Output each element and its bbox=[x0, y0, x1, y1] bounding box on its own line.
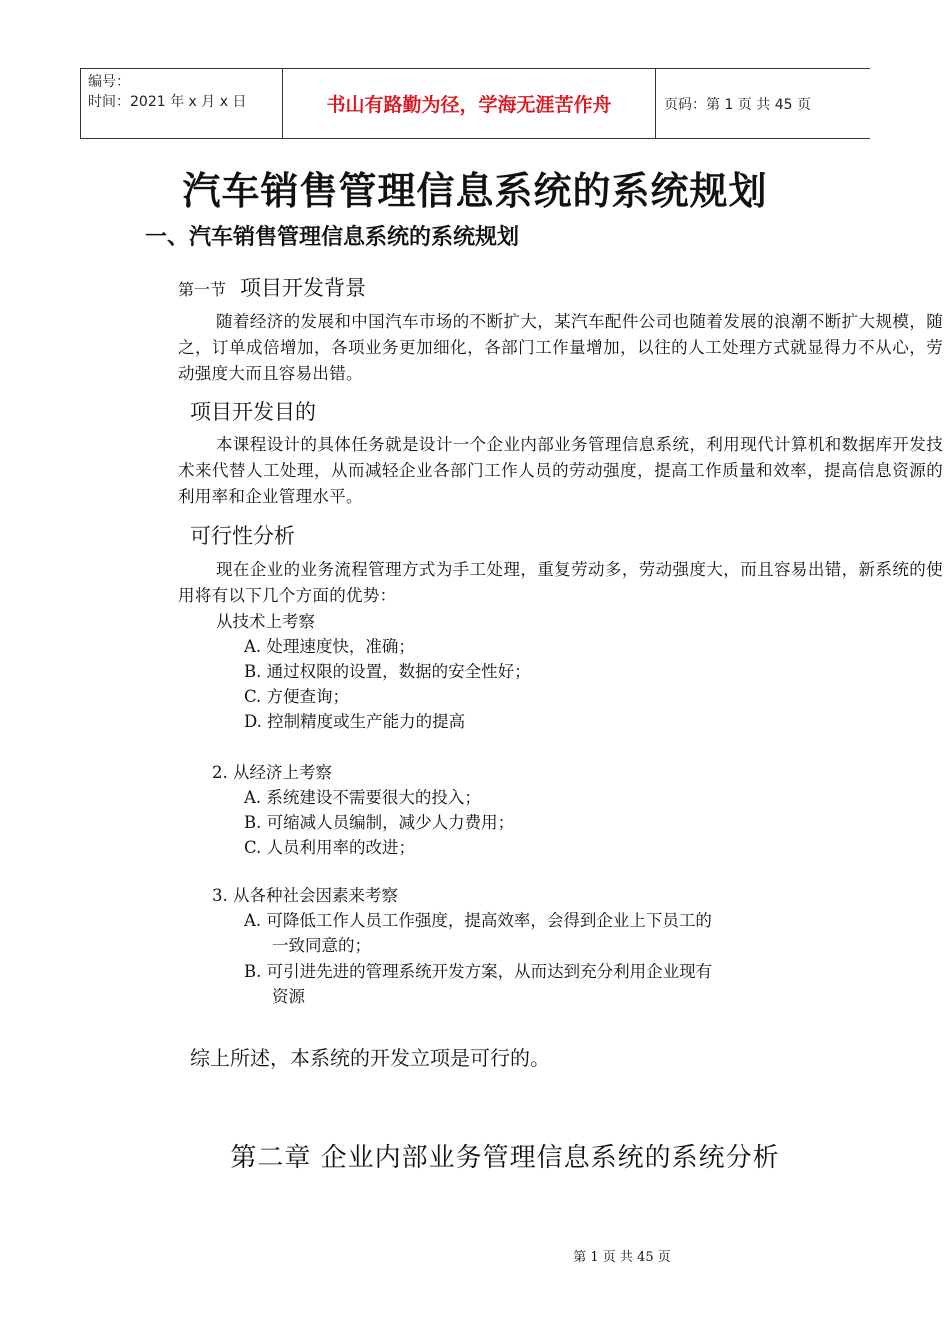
paragraph-feasibility: 现在企业的业务流程管理方式为手工处理，重复劳动多，劳动强度大，而且容易出错，新系统的使用将有以下几个方面的优势： bbox=[178, 560, 943, 605]
number-label: 编号： bbox=[88, 74, 130, 90]
subsection-heading bbox=[178, 272, 366, 302]
subsection-prefix: 第一节 bbox=[178, 280, 227, 299]
list-item: B. 通过权限的设置，数据的安全性好； bbox=[244, 662, 531, 681]
list-heading: 3. 从各种社会因素来考察 bbox=[212, 886, 398, 905]
subsection-text: 项目开发背景 bbox=[240, 276, 367, 300]
paragraph-background: 随着经济的发展和中国汽车市场的不断扩大，某汽车配件公司也随着发展的浪潮不断扩大规模，随之，订单成倍增加，各项业务更加细化，各部门工作量增加，以往的人工处理方式就显得力不从心，劳动强度大而且容易出错。 bbox=[178, 312, 943, 383]
list-item-continuation: 一致同意的； bbox=[272, 936, 371, 955]
list-item: A. 系统建设不需要很大的投入； bbox=[244, 788, 481, 807]
list-item: A. 处理速度快，准确； bbox=[244, 637, 415, 656]
list-heading: 从技术上考察 bbox=[216, 612, 315, 631]
header-page-info: 页码：第 1 页 共 45 页 bbox=[664, 96, 811, 113]
list-item: B. 可引进先进的管理系统开发方案，从而达到充分利用企业现有 bbox=[244, 962, 713, 981]
list-item: A. 可降低工作人员工作强度，提高效率，会得到企业上下员工的 bbox=[244, 911, 712, 930]
time-label: 时间：2021 年 x 月 x 日 bbox=[88, 94, 247, 110]
list-item: D. 控制精度或生产能力的提高 bbox=[244, 712, 466, 731]
subsection-heading: 项目开发目的 bbox=[190, 400, 316, 424]
header-meta bbox=[88, 72, 246, 112]
list-item: C. 方便查询； bbox=[244, 687, 350, 706]
list-item: B. 可缩减人员编制，减少人力费用； bbox=[244, 813, 515, 832]
subsection-heading: 可行性分析 bbox=[190, 524, 295, 548]
header-divider bbox=[655, 69, 656, 138]
document-title: 汽车销售管理信息系统的系统规划 bbox=[182, 169, 768, 213]
header-motto: 书山有路勤为径，学海无涯苦作舟 bbox=[326, 94, 612, 116]
paragraph-purpose: 本课程设计的具体任务就是设计一个企业内部业务管理信息系统，利用现代计算机和数据库开发技术来代替人工处理，从而减轻企业各部门工作人员的劳动强度，提高工作质量和效率，提高信息资源的利用率和企业管理水平。 bbox=[178, 435, 943, 506]
list-heading: 2. 从经济上考察 bbox=[212, 763, 332, 782]
chapter-title: 第二章 企业内部业务管理信息系统的系统分析 bbox=[230, 1143, 780, 1173]
conclusion-text: 综上所述，本系统的开发立项是可行的。 bbox=[190, 1046, 550, 1070]
list-item: C. 人员利用率的改进； bbox=[244, 838, 416, 857]
page-footer: 第 1 页 共 45 页 bbox=[573, 1250, 671, 1265]
section-title: 一、汽车销售管理信息系统的系统规划 bbox=[145, 225, 520, 250]
header-divider bbox=[80, 69, 81, 138]
list-item-continuation: 资源 bbox=[272, 987, 305, 1006]
document-header bbox=[80, 68, 870, 139]
